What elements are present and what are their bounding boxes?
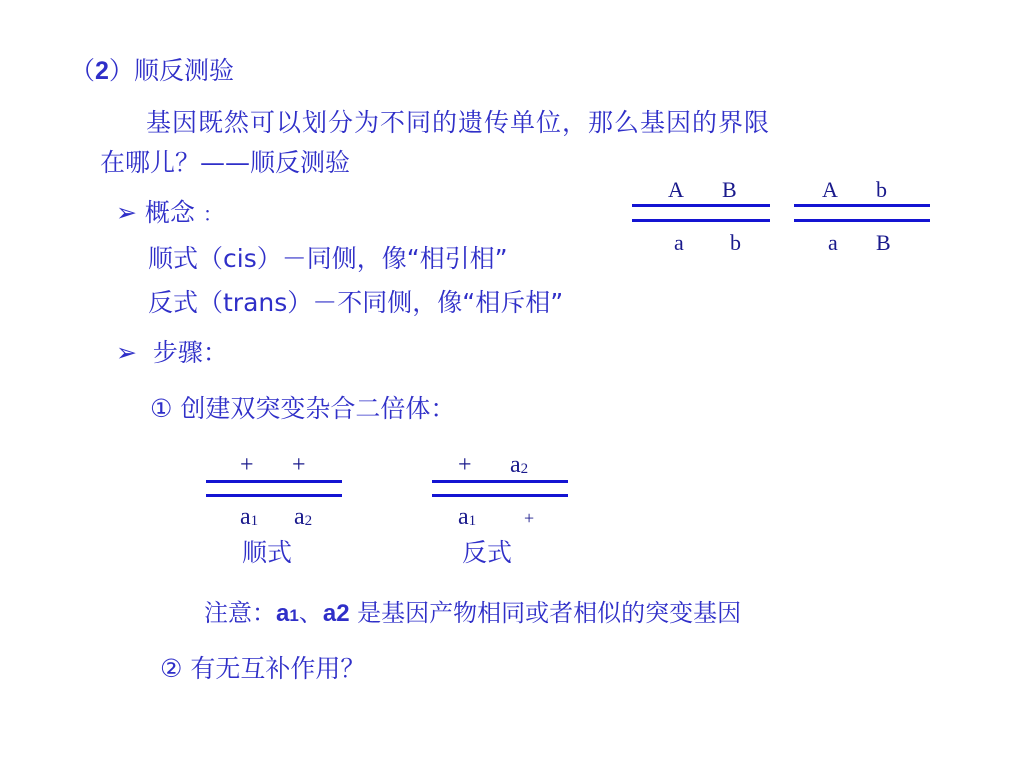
top-right-allele-top-2: b [876, 177, 887, 202]
section-number-open: （ [70, 56, 96, 85]
trans-caption: 反式 [462, 538, 513, 567]
note-line [204, 598, 741, 631]
trans-chromosome-upper [432, 480, 568, 483]
trans-bottom-allele-1: $a_1$ [458, 504, 477, 530]
trans-definition: 反式（trans）－不同侧，像“相斥相” [148, 288, 564, 317]
top-right-chromosome-upper [794, 204, 930, 207]
intro-line-1: 基因既然可以划分为不同的遗传单位，那么基因的界限 [146, 108, 771, 137]
concept-colon: ： [202, 202, 223, 226]
top-left-allele-bottom-2: b [730, 230, 741, 255]
top-right-allele-top-1: A [822, 177, 838, 202]
top-left-chromosome-upper [632, 204, 770, 207]
top-right-allele-bottom-2: B [876, 230, 891, 255]
top-left-chromosome-lower [632, 219, 770, 222]
section-number-close: ） [108, 56, 134, 85]
note-a2: a2 [322, 600, 350, 627]
trans-bottom-allele-2: + [524, 508, 535, 528]
cis-bottom-allele-2: $a_2$ [294, 504, 313, 530]
note-a1: a1 [276, 600, 299, 627]
steps-heading [116, 338, 228, 368]
note-suffix: 是基因产物相同或者相似的突变基因 [349, 599, 742, 627]
trans-top-allele-2: $a_2$ [510, 452, 529, 478]
intro-line-2: 在哪儿？——顺反测验 [100, 148, 351, 177]
concept-label: 概念 [144, 198, 195, 227]
arrow-bullet-icon: ➢ [116, 198, 137, 227]
trans-top-allele-1: + [458, 452, 472, 478]
arrow-bullet-icon: ➢ [116, 338, 137, 367]
concept-heading [116, 198, 223, 229]
step-2: ② 有无互补作用？ [160, 654, 366, 683]
top-right-allele-bottom-1: a [828, 230, 838, 255]
cis-top-allele-1: + [240, 452, 254, 478]
section-number: 2 [95, 57, 109, 85]
cis-chromosome-lower [206, 494, 342, 497]
note-prefix: 注意： [204, 599, 276, 627]
cis-bottom-allele-1: $a_1$ [240, 504, 259, 530]
top-left-allele-top-1: A [668, 177, 684, 202]
cis-definition: 顺式（cis）－同侧，像“相引相” [148, 244, 508, 273]
cis-top-allele-2: + [292, 452, 306, 478]
steps-label: 步骤： [152, 338, 228, 367]
top-right-chromosome-lower [794, 219, 930, 222]
step-1: ① 创建双突变杂合二倍体： [150, 394, 456, 423]
section-heading [70, 56, 234, 86]
trans-chromosome-lower [432, 494, 568, 497]
top-left-allele-bottom-1: a [674, 230, 684, 255]
note-separator: 、 [298, 599, 323, 627]
cis-caption: 顺式 [242, 538, 293, 567]
cis-chromosome-upper [206, 480, 342, 483]
top-left-allele-top-2: B [722, 177, 737, 202]
section-title: 顺反测验 [133, 56, 234, 85]
